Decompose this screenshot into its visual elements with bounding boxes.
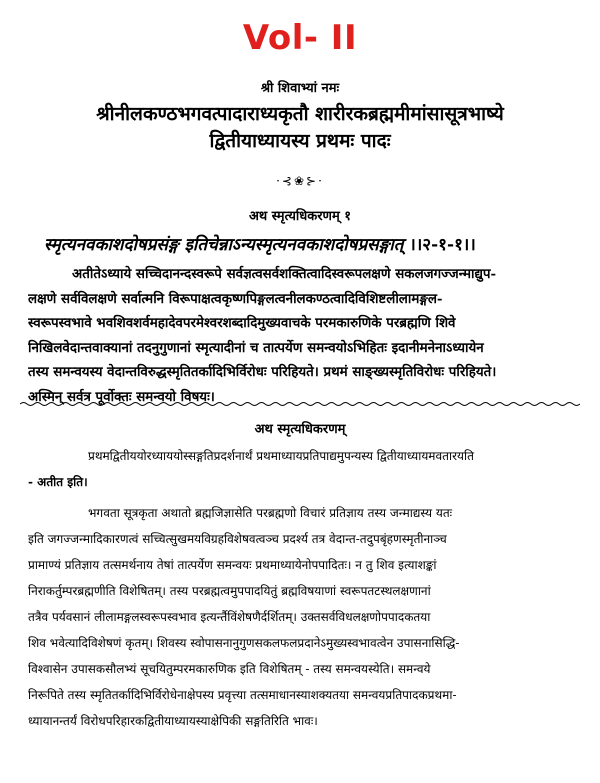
commentary-line: प्रथमद्वितीययोरध्याययोस्सङ्गतिप्रदर्शनार्थं प्रथमाध्यायप्रतिपाद्यमुपन्यस्य द्वितीयाध्यायमवतारयति [88, 449, 474, 463]
commentary-line: तत्रैव पर्यवसानं लीलामङ्गलस्वरूपस्वभाव इत्यर्न्तैविंशेषणैर्दर्शितम्। उक्तसर्वविधलक्षणोपपादकतया [28, 610, 431, 624]
commentary-line: भगवता सूत्रकृता अथातो ब्रह्मजिज्ञासेति परब्रह्मणो विचारं प्रतिज्ञाय तस्य जन्माद्यस्य यतः [88, 506, 453, 520]
commentary-line: विश्वासेन उपासकसौलभ्यं सूचयितुम्परमकारुणिक इति विशेषितम् - तस्य समन्वयस्येति। समन्वये [28, 662, 431, 676]
wavy-divider [20, 401, 580, 407]
salutation: श्री शिवाभ्यां नमः [260, 81, 340, 96]
commentary-line: निराकर्तुम्परब्रह्मणीति विशेषितम्। तस्य परब्रह्मत्वमुपपादयितुं ब्रह्मविषयाणां स्वरूपतटस्थलक्षणानां [28, 584, 431, 598]
sutra-number: ।।२-१-१।। [409, 235, 476, 255]
bhashya-line: अतीतेऽध्याये सच्चिदानन्दस्वरूपे सर्वज्ञत्वसर्वशक्तित्वादिस्वरूपलक्षणे सकलजगज्जन्माद्युप- [72, 266, 497, 282]
section-heading-2: अथ स्मृत्यधिकरणम् [254, 422, 346, 437]
volume-title: Vol- II [242, 18, 358, 58]
section-heading-1: अथ स्मृत्यधिकरणम् १ [248, 209, 352, 224]
commentary-paragraph-2 [28, 500, 580, 734]
work-title [0, 101, 600, 155]
sutra-body: स्मृत्यनवकाशदोषप्रसंङ्ग इतिचेन्नाऽन्यस्मृत्यनवकाशदोषप्रसङ्गात् [44, 235, 404, 255]
bhashya-line: तस्य समन्वयस्य वेदान्तविरुद्धस्मृतितर्कादिभिर्विरोधः परिहियते। प्रथमं साङ्ख्यस्मृतिविरोधः परिहियते। [28, 364, 497, 380]
commentary-line: - अतीत इति। [28, 475, 88, 489]
work-title-line-2: द्वितीयाध्यायस्य प्रथमः पादः [209, 130, 391, 152]
commentary-line: निरूपिते तस्य स्मृतितर्कादिभिर्विरोधेनाक्षेपस्य प्रवृत्त्या तत्समाधानस्याशक्यतया समन्वयप्रतिपादकप्रथमा- [28, 688, 457, 702]
commentary-paragraph-1 [28, 443, 580, 495]
sutra-text [44, 232, 574, 255]
bhashya-line: अस्मिन् सर्वत्र पूर्वोक्तः समन्वयो विषयः। [28, 388, 215, 405]
commentary-line: शिव भवेत्यादिविशेषणं कृतम्। शिवस्य स्वोपासनानुगुणसकलफलप्रदानेऽमुख्यस्वभावत्वेन उपासनासिद्धि- [28, 636, 460, 650]
commentary-line: ध्यायानन्तर्यं विरोधपरिहारकद्वितीयाध्यायस्याक्षेपिकी सङ्गतिरिति भावः। [28, 714, 318, 728]
work-title-line-1: श्रीनीलकण्ठभगवत्पादाराध्यकृतौ शारीरकब्रह्ममीमांसासूत्रभाष्ये [96, 103, 504, 125]
commentary-line: इति जगज्जन्मादिकारणत्वं सच्चित्सुखमयविग्रहविशेषवत्वञ्च प्रदर्श्य तत्र वेदान्त-तदुपबृंहणस्मृतीनाञ्च [28, 532, 447, 546]
commentary-line: प्रामाण्यं प्रतिज्ञाय तत्समर्थनाय तेषां तात्पर्येण समन्वयः प्रथमाध्यायेनोपपादितः। न तु शिव इत्याशङ्कां [28, 558, 437, 572]
ornament-divider: ·⊰❀⊱· [276, 174, 324, 188]
bhashya-line: स्वरूपस्वभावे भवशिवशर्वमहादेवपरमेश्वरशब्दादिमुख्यवाचके परमकारुणिके परब्रह्मणि शिवे [28, 315, 456, 331]
bhashya-line: लक्षणे सर्वविलक्षणे सर्वात्मनि विरूपाक्षत्वकृष्णपिङ्गलत्वनीलकण्ठत्वादिविशिष्टलीलामङ्गल- [28, 290, 443, 307]
bhashya-line: निखिलवेदान्तवाक्यानां तदनुगुणानां स्मृत्यादीनां च तात्पर्येण समन्वयोऽभिहितः इदानीमनेनाऽध्यायेन [28, 339, 484, 356]
bhashya-paragraph [28, 262, 580, 409]
